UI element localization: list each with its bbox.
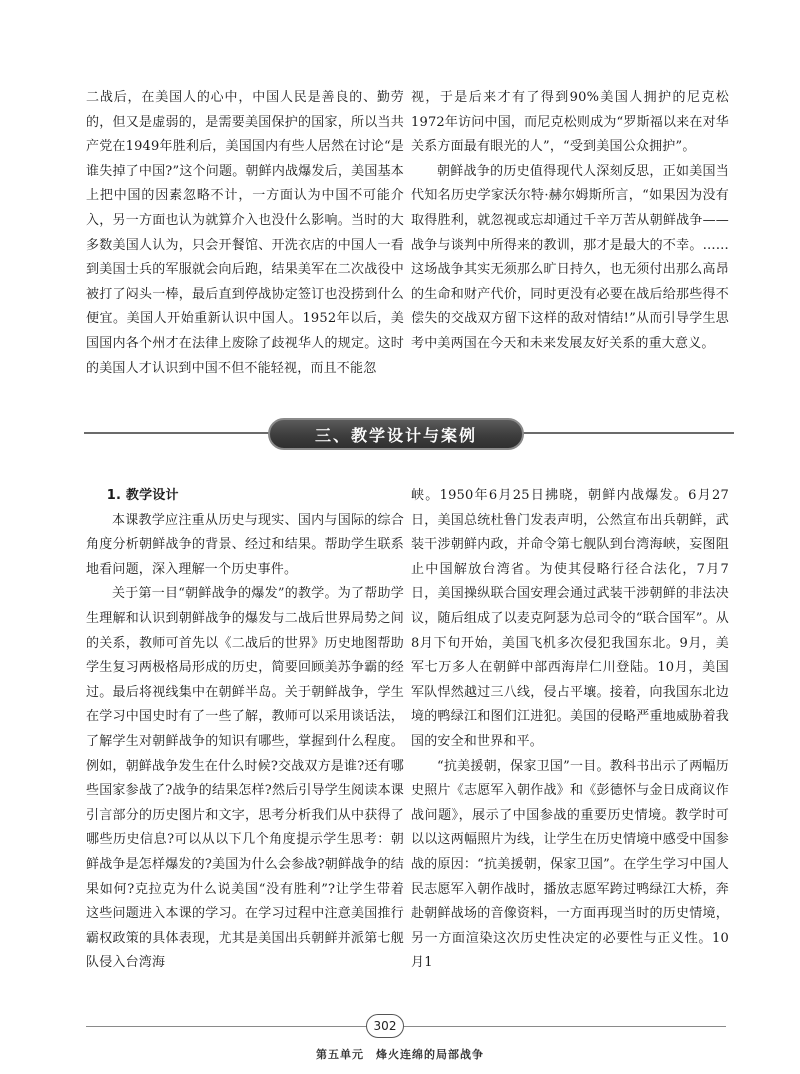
top-left-column [86, 86, 404, 381]
paragraph: 本课教学应注重从历史与现实、国内与国际的综合角度分析朝鲜战争的背景、经过和结果。帮助学生联系地看问题，深入理解一个历史事件。 [86, 512, 404, 577]
paragraph: 峡。1950年6月25日拂晓，朝鲜内战爆发。6月27日，美国总统杜鲁门发表声明，公然宣布出兵朝鲜，武装干涉朝鲜内政，并命令第七舰队到台湾海峡，妄图阻止中国解放台湾省。为使其侵略行径合法化，7月7日，美国操纵联合国安理会通过武装干涉朝鲜的非法决议，随后组成了以麦克阿瑟为总司令的“联合国军”。从8月下旬开始，美国飞机多次侵犯我国东北。9月，美军七万多人在朝鲜中部西海岸仁川登陆。10月，美国军队悍然越过三八线，侵占平壤。接着，向我国东北边境的鸭绿江和图们江进犯。美国的侵略严重地威胁着我国的安全和世界和平。 [411, 488, 729, 749]
section-title: 三、教学设计与案例 [314, 425, 477, 445]
section-banner [268, 418, 524, 450]
footer-divider [86, 1026, 726, 1027]
paragraph: 关于第一目“朝鲜战争的爆发”的教学。为了帮助学生理解和认识到朝鲜战争的爆发与二战后世界局势之间的关系，教师可首先以《二战后的世界》历史地图帮助学生复习两极格局形成的历史，简要回顾美苏争霸的经过。最后将视线集中在朝鲜半岛。关于朝鲜战争，学生在学习中国史时有了一些了解，教师可以采用谈话法，了解学生对朝鲜战争的知识有哪些，掌握到什么程度。例如，朝鲜战争发生在什么时候?交战双方是谁?还有哪些国家参战了?战争的结果怎样?然后引导学生阅读本课引言部分的历史图片和文字，思考分析我们从中获得了哪些历史信息?可以从以下几个角度提示学生思考：朝鲜战争是怎样爆发的?美国为什么会参战?朝鲜战争的结果如何?克拉克为什么说美国“没有胜利”?让学生带着这些问题进入本课的学习。在学习过程中注意美国推行霸权政策的具体表现，尤其是美国出兵朝鲜并派第七舰队侵入台湾海 [86, 586, 404, 971]
subheading: 1. 教学设计 [106, 488, 179, 503]
bottom-right-column [411, 484, 729, 976]
paragraph: 二战后，在美国人的心中，中国人民是善良的、勤劳的，但又是虚弱的，是需要美国保护的国家，所以当共产党在1949年胜利后，美国国内有些人居然在讨论“是谁失掉了中国?”这个问题。朝鲜内战爆发后，美国基本上把中国的因素忽略不计，一方面认为中国不可能介入，另一方面也认为就算介入也没什么影响。当时的大多数美国人认为，只会开餐馆、开洗衣店的中国人一看到美国士兵的军服就会向后跑，结果美军在二次战役中被打了闷头一棒，最后直到停战协定签订也没捞到什么便宜。美国人开始重新认识中国人。1952年以后，美国国内各个州才在法律上废除了歧视华人的规定。这时的美国人才认识到中国不但不能轻视，而且不能忽 [86, 90, 404, 376]
paragraph: “抗美援朝，保家卫国”一目。教科书出示了两幅历史照片《志愿军入朝作战》和《彭德怀与金日成商议作战问题》，展示了中国参战的重要历史情境。教学时可以以这两幅照片为线，让学生在历史情境中感受中国参战的原因：“抗美援朝，保家卫国”。在学生学习中国人民志愿军入朝作战时，播放志愿军跨过鸭绿江大桥，奔赴朝鲜战场的音像资料，一方面再现当时的历史情境，另一方面渲染这次历史性决定的必要性与正义性。10月1 [411, 758, 729, 971]
bottom-left-column [86, 484, 404, 976]
paragraph: 视，于是后来才有了得到90%美国人拥护的尼克松1972年访问中国，而尼克松则成为“罗斯福以来在对华关系方面最有眼光的人”，“受到美国公众拥护”。 [411, 90, 729, 155]
page-number: 302 [366, 1014, 404, 1038]
footer-unit-title: 第五单元 烽火连绵的局部战争 [316, 1048, 484, 1061]
paragraph: 朝鲜战争的历史值得现代人深刻反思，正如美国当代知名历史学家沃尔特·赫尔姆斯所言，“如果因为没有取得胜利，就忽视或忘却通过千辛万苦从朝鲜战争——战争与谈判中所得来的教训，那才是最大的不幸。……这场战争其实无须那么旷日持久，也无须付出那么高昂的生命和财产代价，同时更没有必要在战后给那些得不偿失的交战双方留下这样的敌对情结!”从而引导学生思考中美两国在今天和未来发展友好关系的重大意义。 [411, 163, 729, 351]
top-right-column [411, 86, 729, 357]
